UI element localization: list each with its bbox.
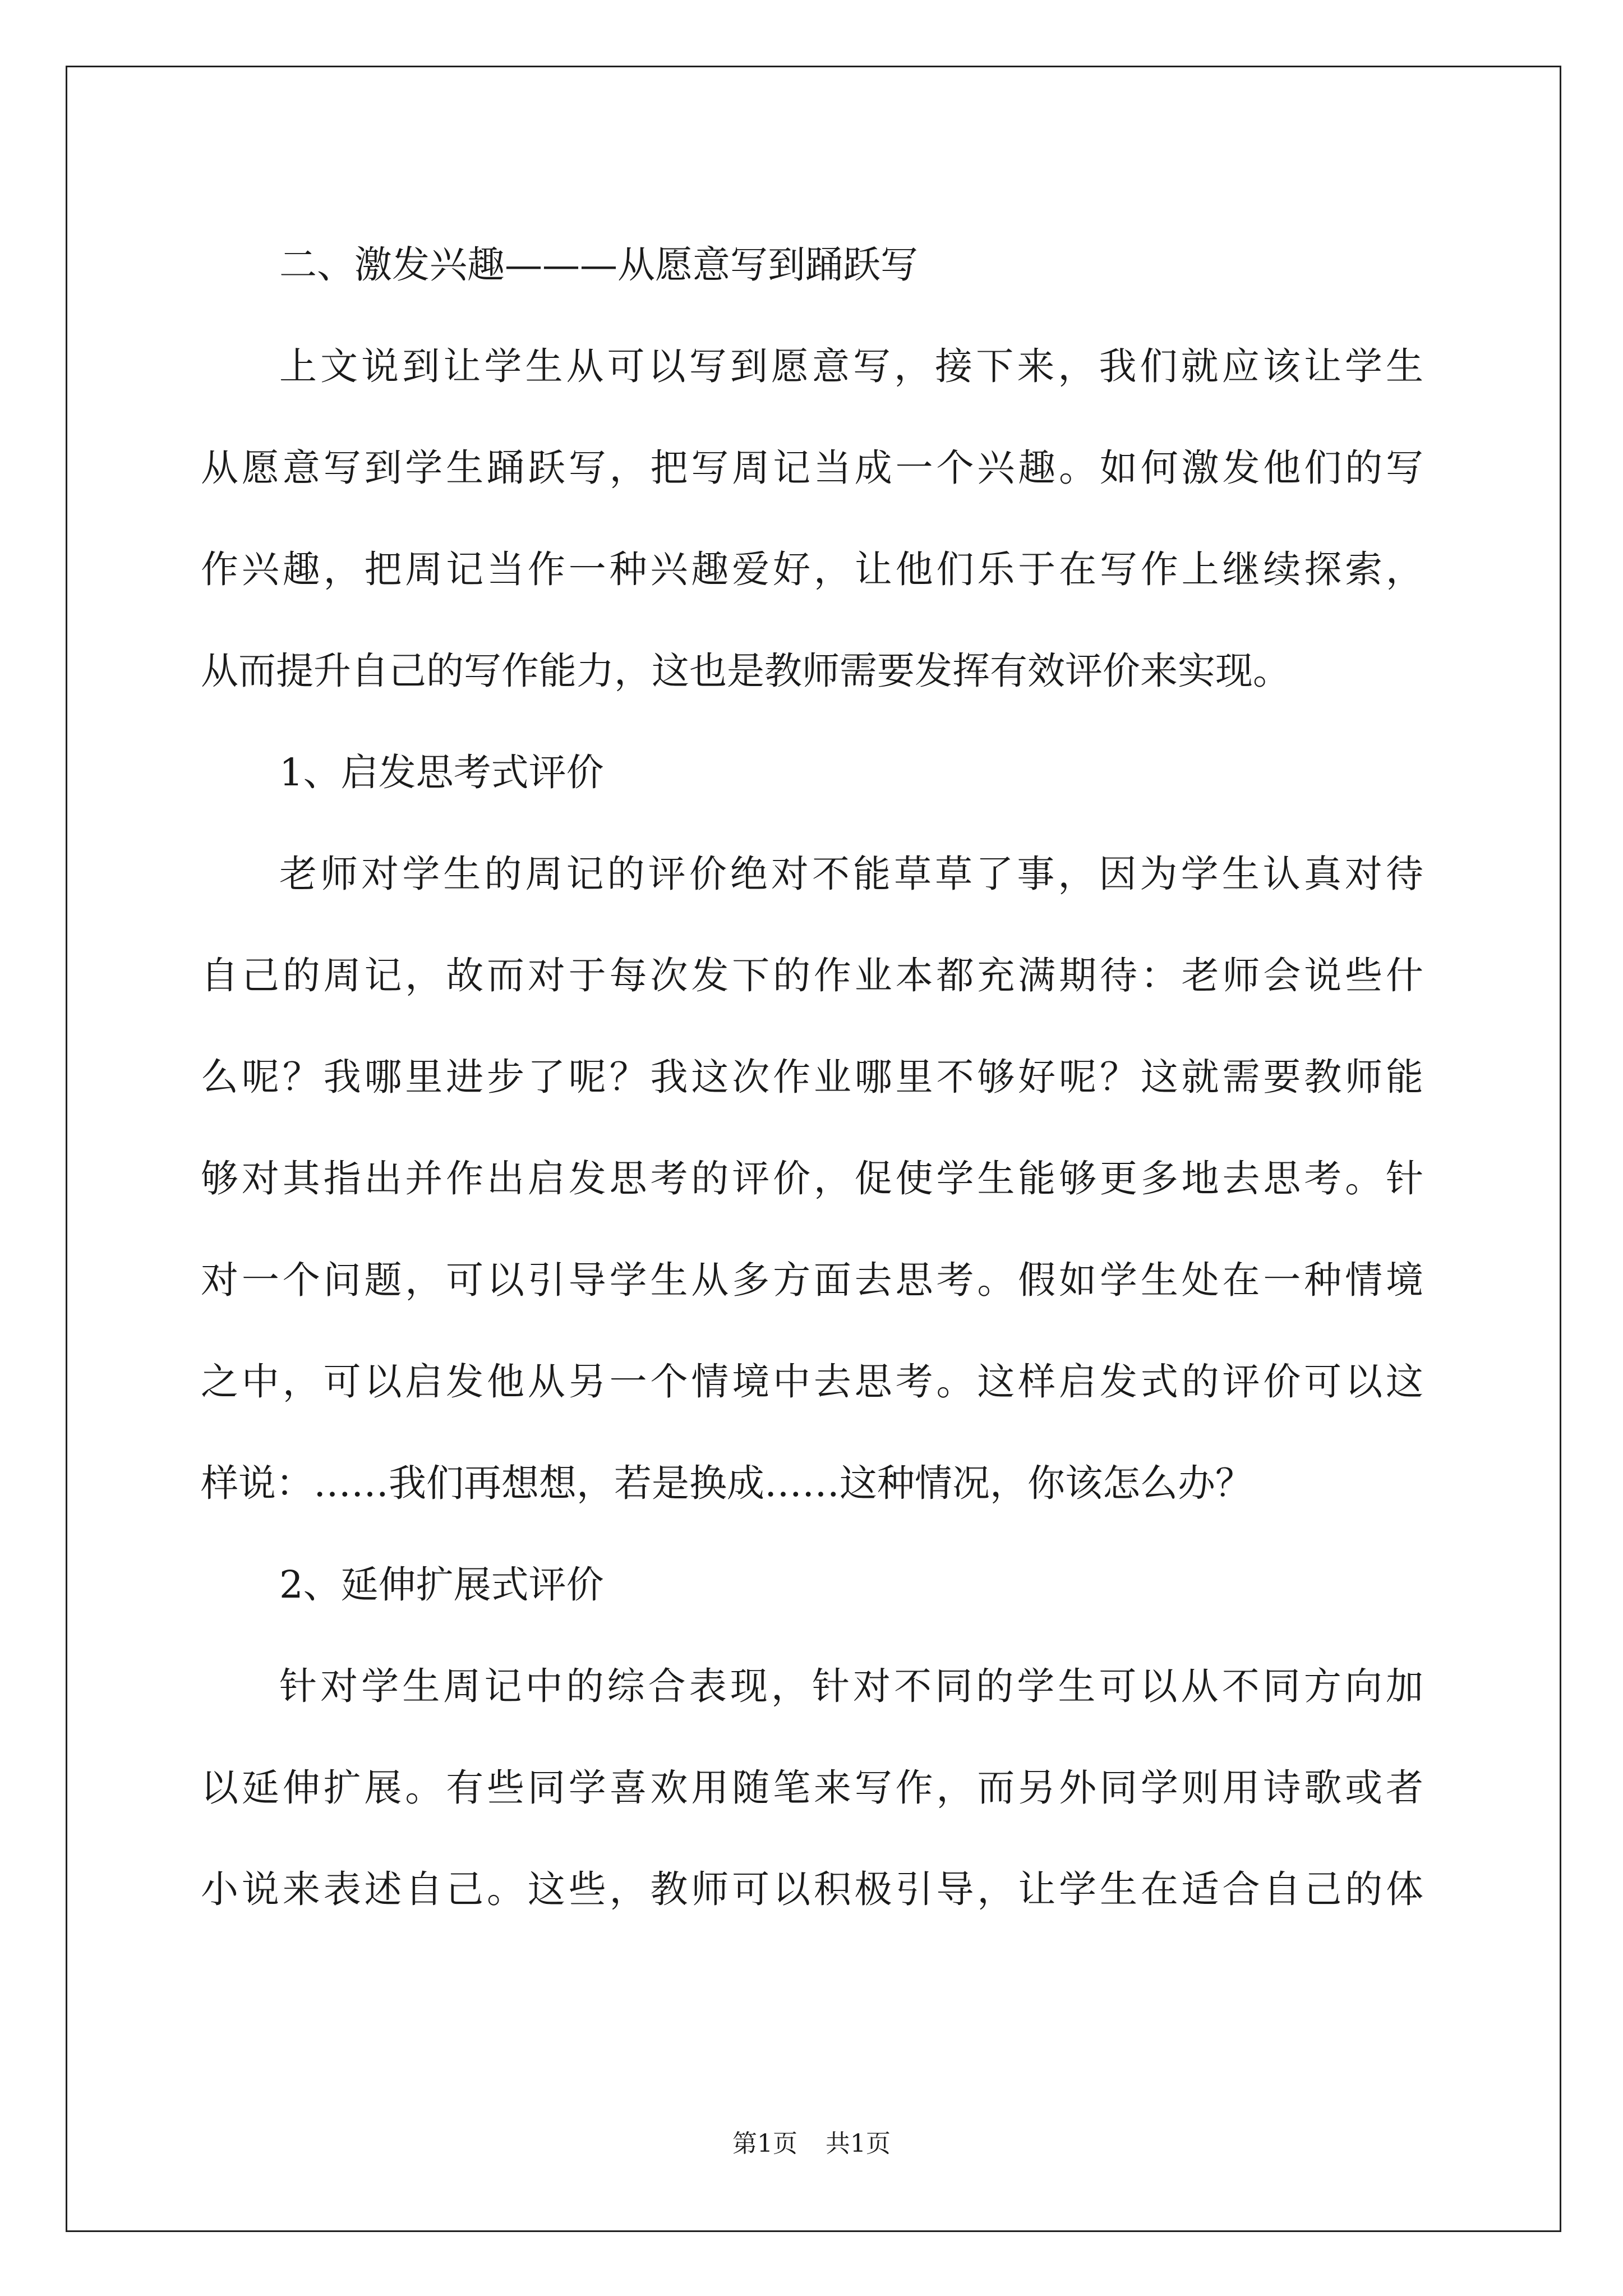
paragraph-line: 针对学生周记中的综合表现，针对不同的学生可以从不同方向加 — [279, 1664, 1423, 1708]
paragraph-line: 样说：……我们再想想，若是换成……这种情况，你该怎么办？ — [201, 1461, 1253, 1505]
paragraph-line: 够对其指出并作出启发思考的评价，促使学生能够更多地去思考。针 — [201, 1157, 1423, 1200]
paragraph-line: 从愿意写到学生踊跃写，把写周记当成一个兴趣。如何激发他们的写 — [201, 446, 1423, 490]
paragraph-line: 以延伸扩展。有些同学喜欢用随笔来写作，而另外同学则用诗歌或者 — [201, 1766, 1423, 1810]
section-heading: 二、激发兴趣———从愿意写到踊跃写 — [279, 243, 918, 287]
paragraph-line: 之中，可以启发他从另一个情境中去思考。这样启发式的评价可以这 — [201, 1360, 1423, 1404]
document-body — [201, 214, 1423, 1940]
paragraph-line: 上文说到让学生从可以写到愿意写，接下来，我们就应该让学生 — [279, 344, 1423, 388]
paragraph-line: 么呢？我哪里进步了呢？我这次作业哪里不够好呢？这就需要教师能 — [201, 1055, 1423, 1099]
paragraph-line: 从而提升自己的写作能力，这也是教师需要发挥有效评价来实现。 — [201, 649, 1290, 693]
paragraph-line: 老师对学生的周记的评价绝对不能草草了事，因为学生认真对待 — [279, 852, 1423, 896]
subsection-heading: 2、延伸扩展式评价 — [279, 1563, 604, 1607]
paragraph-line: 对一个问题，可以引导学生从多方面去思考。假如学生处在一种情境 — [201, 1258, 1423, 1302]
paragraph-line: 小说来表述自己。这些，教师可以积极引导，让学生在适合自己的体 — [201, 1867, 1423, 1911]
paragraph-line: 自己的周记，故而对于每次发下的作业本都充满期待：老师会说些什 — [201, 954, 1423, 997]
subsection-heading: 1、启发思考式评价 — [279, 751, 604, 794]
page-footer — [0, 2127, 1623, 2161]
page-number: 第1页 — [732, 2129, 797, 2158]
page-total: 共1页 — [826, 2129, 891, 2158]
paragraph-line: 作兴趣，把周记当作一种兴趣爱好，让他们乐于在写作上继续探索， — [201, 547, 1423, 591]
